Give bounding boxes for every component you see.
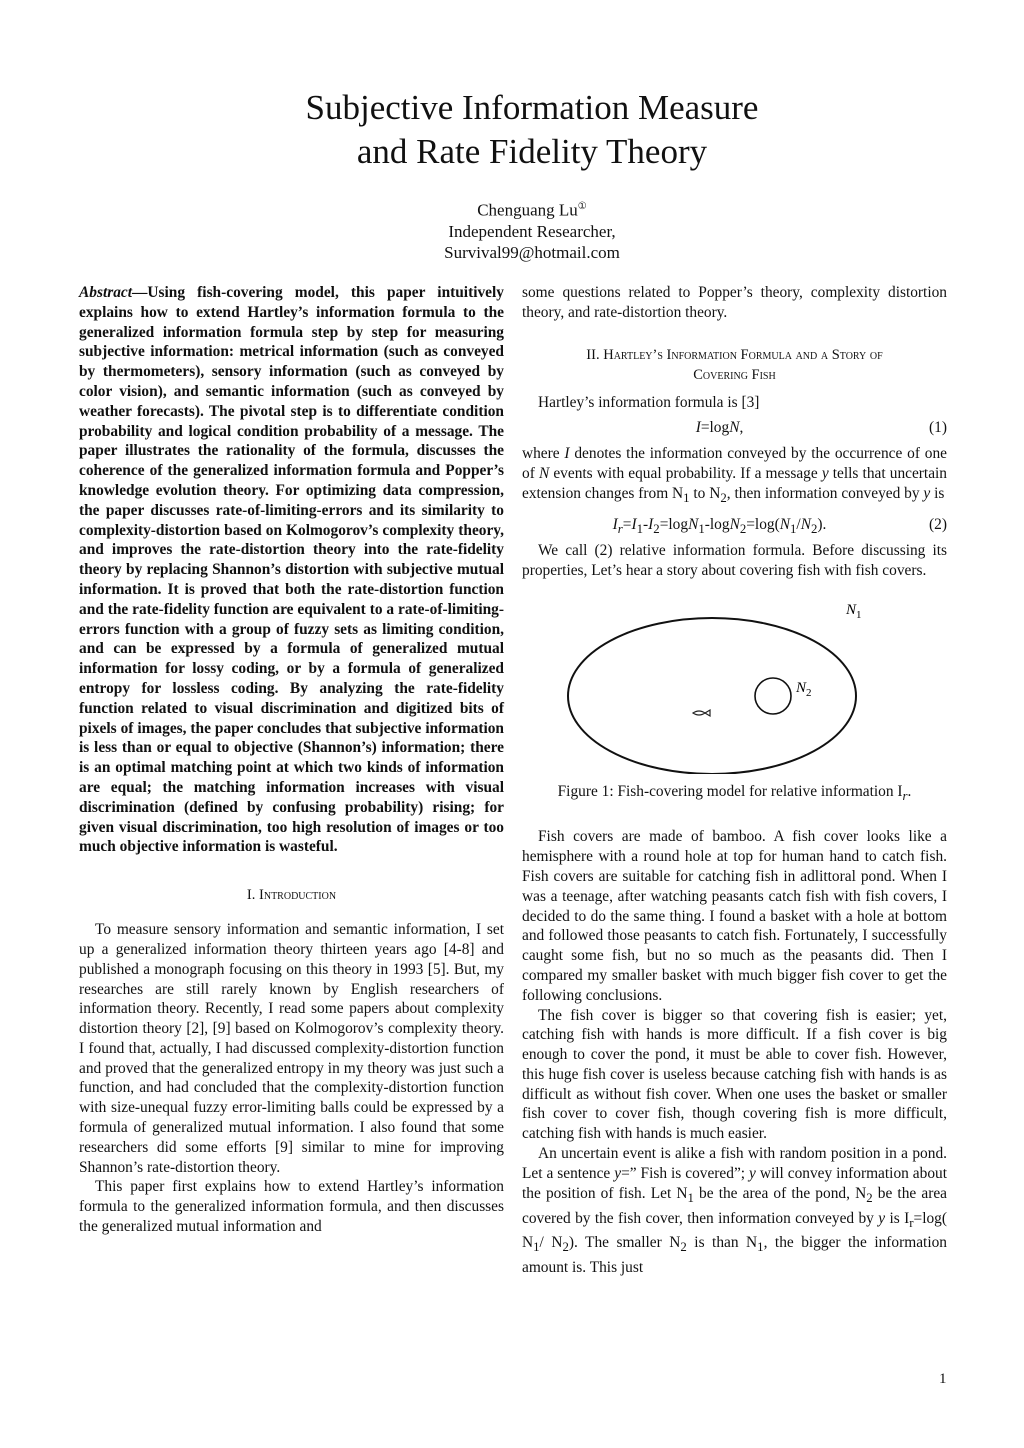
- section-2-title-line-2: Covering Fish: [693, 366, 776, 383]
- page-number: 1: [939, 1371, 947, 1387]
- title-line-1: Subjective Information Measure: [305, 88, 759, 127]
- n2-label: $N_2$: [796, 680, 812, 700]
- abstract-text: —Using fish-covering model, this paper intuitively explains how to extend Hartley’s information formula to the generalized information formula step by step for measuring subjective information: metrical information (such as conveyed by thermometers), sensory information (such as conveyed by color vision), and semantic information (such as conveyed by weather forecasts). The pivotal step is to differentiate condition probability and logical condition probability of a message. The paper illustrates the rationality of the formula, discusses the coherence of the generalized information formula and Popper’s knowledge evolution theory. For optimizing data compression, the paper discusses rate-of-limiting-errors and its similarity to complexity-distortion based on Kolmogorov’s complexity theory, and improves the rate-distortion theory into the rate-fidelity theory by replacing Shannon’s distortion with subjective mutual information. It is proved that both the rate-distortion function and the rate-fidelity function are equivalent to a rate-of-limiting-errors function with a group of fuzzy sets as limiting condition, and can be expressed by a formula of generalized mutual information for lossy coding, or by a formula of generalized entropy for lossless coding. By analyzing the rate-fidelity function related to visual discrimination and digitized bits of pixels of images, the paper concludes that subjective information is less than or equal to objective (Shannon’s) information; there is an optimal matching point at which two kinds of information are equal; the matching information increases with visual discrimination (defined by confusing probability) rising; for given visual discrimination, too high resolution of images or too much objective information is wasteful.: [79, 284, 504, 856]
- paper-title: [0, 86, 1024, 174]
- intro-paragraph-2: This paper first explains how to extend Hartley’s information formula to the generalized information formula, and then discusses the generalized mutual information and: [79, 1178, 504, 1236]
- author-name-line: [0, 196, 1024, 221]
- hartley-intro: Hartley’s information formula is [3]: [538, 393, 760, 411]
- intro-paragraph-1: To measure sensory information and semantic information, I set up a generalized information theory thirteen years ago [4-8] and published a monograph focusing on this theory in 1993 [5]. But, my researches are still rarely known by English researchers of information theory. Recently, I read some papers about complexity distortion theory [2], [9] based on Kolmogorov’s complexity theory. I found that, actually, I had discussed complexity-distortion function and proved that the generalized entropy in my theory was just such a function, and had concluded that the complexity-distortion function with size-unequal fuzzy error-limiting balls could be expressed by a formula of generalized mutual information. I also found that some researchers did some efforts [9] similar to mine for improving Shannon’s rate-distortion theory.: [79, 921, 504, 1176]
- figure-1-caption: Figure 1: Fish-covering model for relative information $I_r$.: [557, 783, 912, 804]
- equation-2: [522, 515, 947, 535]
- equation-1-number: (1): [929, 419, 947, 437]
- author-email: Survival99@hotmail.com: [444, 242, 620, 262]
- equation-2-expression: $I_r=I_1-I_2=\log N_1-\log N_2=\log(N_1/N_2)$.: [612, 515, 827, 536]
- right-paragraph-2: where I denotes the information conveyed by the occurrence of one of N events with equal probability. If a message y tells that uncertain extension changes from $N_1$ to $N_2$, then information conveyed by y is: [522, 445, 948, 506]
- section-2-number: II.: [586, 346, 604, 363]
- author-name: Chenguang Lu: [477, 200, 578, 220]
- author-block: [0, 196, 1024, 263]
- equation-1-expression: I=logN,: [695, 419, 744, 437]
- section-2-title-line-1: Hartley’s Information Formula and a Story of: [603, 346, 883, 363]
- section-1-number: I.: [246, 887, 260, 904]
- section-2-heading: [522, 345, 947, 385]
- fish-covering-diagram: [522, 594, 947, 774]
- right-column: [522, 283, 947, 1278]
- right-paragraph-3: We call (2) relative information formula. Before discussing its properties, Let’s hear a story about covering fish with fish covers.: [522, 541, 947, 579]
- abstract-label: Abstract: [79, 284, 133, 301]
- section-1-heading: [79, 885, 504, 905]
- author-affiliation: Independent Researcher,: [448, 221, 616, 241]
- right-paragraph-6: An uncertain event is alike a fish with random position in a pond. Let a sentence y=” Fish is covered”; y will convey information about the position of fish. Let $N_1$ be the area of the pond, $N_2$ be the area covered by the fish cover, then information conveyed by y is $I_r=\log$( $N_1/$ $N_2$). The smaller $N_2$ is than $N_1$, the bigger the information amount is. This just: [522, 1145, 947, 1277]
- pond-ellipse: [568, 618, 856, 774]
- left-column: [79, 283, 504, 1237]
- right-paragraph-5: The fish cover is bigger so that covering fish is easier; yet, catching fish with hands is more difficult. If a fish cover is big enough to cover the pond, it must be able to cover fish. However, this huge fish cover is useless because catching fish with hands is as difficult as without fish cover. When one uses the basket or smaller fish cover to cover fish, though covering fish is more difficult, catching fish with hands is much easier.: [522, 1006, 947, 1143]
- n1-label: $N_1$: [846, 602, 862, 622]
- equation-1: [522, 418, 947, 438]
- section-1-title: Introduction: [259, 887, 337, 904]
- equation-2-number: (2): [929, 515, 947, 533]
- right-paragraph-0: some questions related to Popper’s theory, complexity distortion theory, and rate-distortion theory.: [522, 284, 947, 321]
- footnote-mark: ①: [577, 201, 587, 212]
- title-line-2: and Rate Fidelity Theory: [356, 132, 708, 171]
- right-paragraph-4: Fish covers are made of bamboo. A fish cover looks like a hemisphere with a round hole at top for human hand to catch fish. Fish covers are suitable for catching fish in adlittoral pond. When I was a teenage, after watching peasants catch fish with fish covers, I decided to do the same thing. I found a basket with a hole at bottom and followed those peasants to catch fish. Fortunately, I successfully caught some fish, but no so much as the peasants did. Then I compared my smaller basket with much bigger fish cover to get the following conclusions.: [522, 828, 947, 1004]
- fish-cover-circle: [755, 678, 791, 714]
- abstract: [79, 283, 504, 857]
- figure-1: [522, 594, 947, 774]
- fish-icon: [693, 710, 710, 716]
